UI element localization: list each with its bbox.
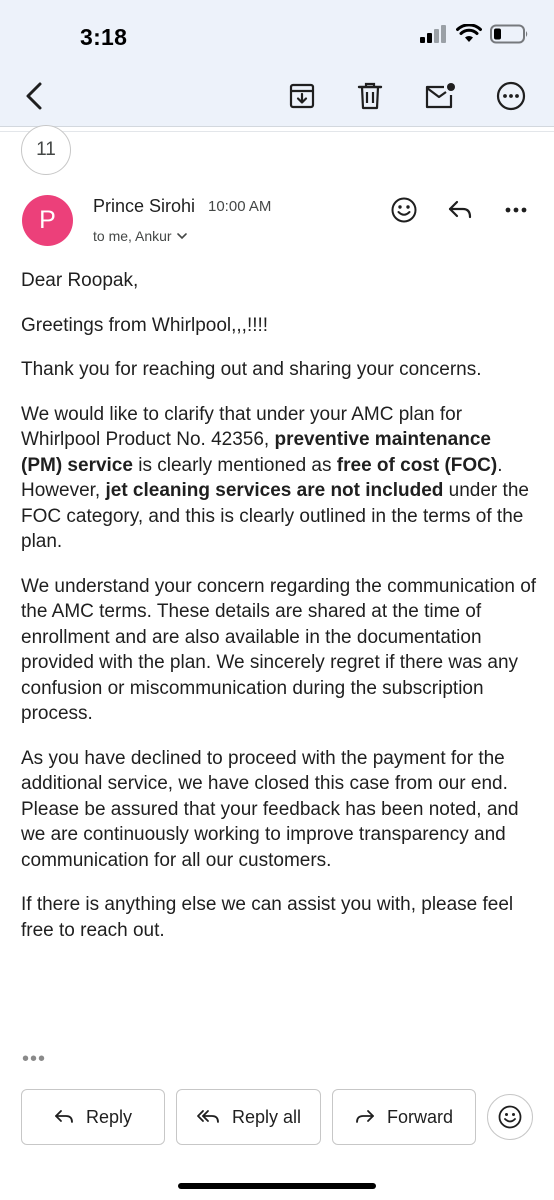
back-button[interactable]	[14, 76, 54, 116]
status-time: 3:18	[80, 24, 128, 50]
recipients-toggle[interactable]	[93, 228, 188, 244]
reaction-button[interactable]	[487, 1094, 533, 1140]
text-run: We would like to clarify that under your AMC plan for Whirlpool Product No. 42356,	[21, 403, 463, 450]
reply-button[interactable]	[21, 1089, 165, 1145]
text-run: under the FOC category, and this is clearly outlined in the terms of the plan.	[21, 480, 529, 552]
recipients-text: to me, Ankur	[93, 228, 172, 244]
paragraph-1: Greetings from Whirlpool,,,!!!!	[21, 314, 269, 336]
chevron-down-icon	[176, 232, 188, 240]
message-more-button[interactable]	[500, 194, 532, 226]
forward-label: Forward	[386, 1106, 453, 1127]
delete-button[interactable]	[350, 76, 390, 116]
paragraph-2: Thank you for reaching out and sharing your concerns.	[21, 359, 482, 380]
chevron-left-icon	[22, 81, 46, 111]
mark-unread-button[interactable]	[420, 76, 460, 116]
trash-icon	[357, 81, 383, 111]
mail-unread-icon	[424, 82, 456, 110]
paragraph-6: If there is anything else we can assist you with, please feel free to reach out.	[21, 894, 514, 941]
more-horizontal-circle-icon	[496, 81, 526, 111]
reply-icon	[446, 198, 474, 222]
archive-button[interactable]	[282, 76, 322, 116]
sender-name: Prince Sirohi	[93, 196, 196, 216]
battery-icon	[490, 24, 530, 44]
paragraph-3	[21, 402, 537, 555]
reply-all-label: Reply all	[231, 1106, 302, 1127]
bold-run: jet cleaning services are not included	[105, 480, 444, 501]
status-icons	[420, 24, 530, 44]
collapsed-messages-count[interactable]: 11	[21, 125, 71, 175]
home-indicator	[178, 1183, 376, 1189]
greeting: Dear Roopak,	[21, 270, 139, 291]
paragraph-4: We understand your concern regarding the communication of the AMC terms. These details are shared at the time of enrollment and are also available in the documentation provided with the plan. We sincerely regret if there was any confusion or miscommunication during the subscription process.	[21, 575, 537, 724]
text-run: . However,	[21, 454, 503, 501]
forward-button[interactable]	[332, 1089, 476, 1145]
archive-icon	[288, 82, 316, 110]
add-reaction-button[interactable]	[388, 194, 420, 226]
more-options-button[interactable]	[491, 76, 531, 116]
text-run: is clearly mentioned as	[132, 454, 337, 476]
forward-icon	[355, 1109, 375, 1125]
reply-icon	[54, 1109, 74, 1125]
top-bar	[0, 0, 554, 126]
reply-all-icon	[196, 1109, 220, 1125]
reply-all-button[interactable]	[176, 1089, 321, 1145]
paragraph-5: As you have declined to proceed with the payment for the additional service, we have closed this case from our end. Please be assured that your feedback has been noted, and we are continuously working to improve transparency and communication for all our customers.	[21, 747, 519, 871]
emoji-icon	[497, 1104, 523, 1130]
thread-divider-secondary	[0, 131, 554, 132]
bold-run: free of cost (FOC)	[336, 454, 498, 476]
thread-divider	[0, 126, 554, 127]
cellular-signal-icon	[420, 25, 448, 43]
emoji-icon	[390, 196, 418, 224]
more-horizontal-icon	[504, 206, 528, 214]
show-trimmed-content[interactable]: •••	[22, 1048, 47, 1070]
reply-icon-button[interactable]	[444, 194, 476, 226]
message-body	[21, 268, 537, 962]
message-time: 10:00 AM	[208, 198, 272, 215]
reply-label: Reply	[85, 1106, 133, 1127]
sender-avatar[interactable]: P	[22, 195, 73, 246]
bold-run: preventive maintenance (PM) service	[21, 429, 491, 476]
wifi-icon	[456, 24, 482, 44]
